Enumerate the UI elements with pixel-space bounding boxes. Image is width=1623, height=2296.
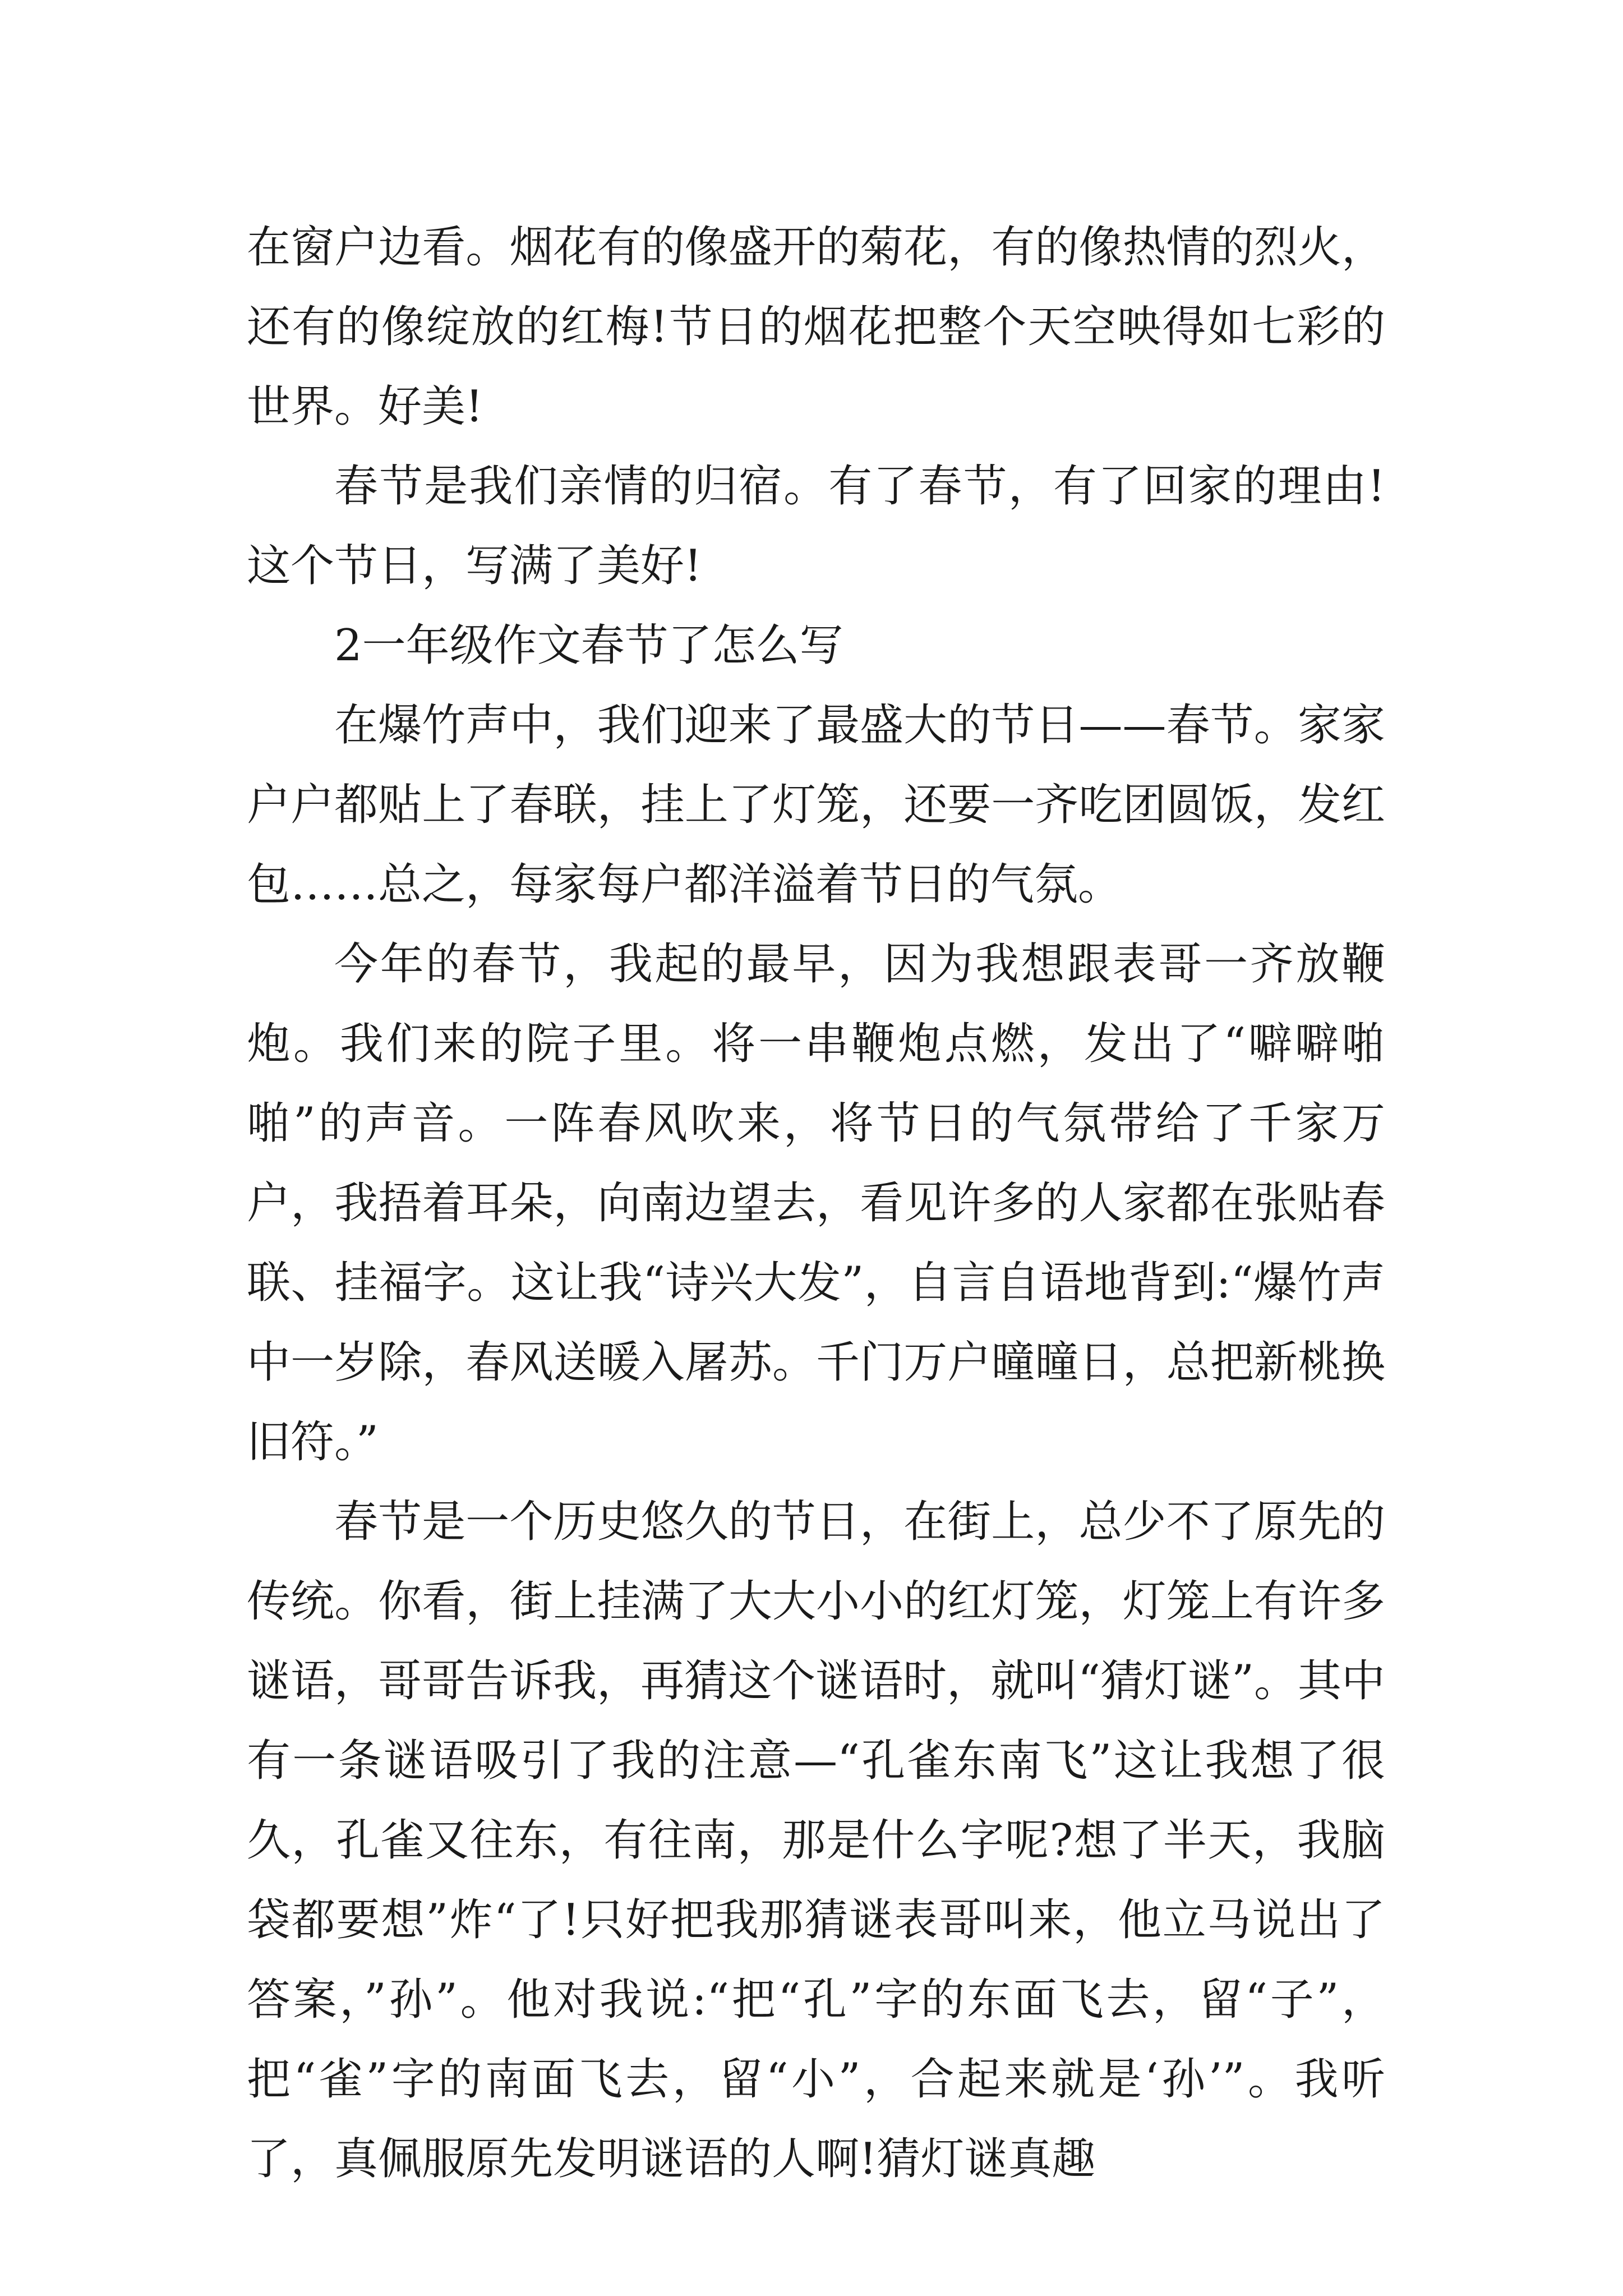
paragraph-lantern-riddles: 春节是一个历史悠久的节日，在街上，总少不了原先的传统。你看，街上挂满了大大小小的红灯笼，灯笼上有许多谜语，哥哥告诉我，再猜这个谜语时，就叫“猜灯谜”。其中有一条谜语吸引了我的注意—“孔雀东南飞”这让我想了很久，孔雀又往东，有往南，那是什么字呢?想了半天，我脑袋都要想”炸“了!只好把我那猜谜表哥叫来，他立马说出了答案，”孙”。他对我说:“把“孔”字的东面飞去，留“子”，把“雀”字的南面飞去，留“小”，合起来就是‘孙’”。我听了，真佩服原先发明谜语的人啊!猜灯谜真趣 xyxy=(247,1497,1385,2184)
paragraph-firecrackers-intro: 在爆竹声中，我们迎来了最盛大的节日——春节。家家户户都贴上了春联，挂上了灯笼，还要一齐吃团圆饭，发红包……总之，每家每户都洋溢着节日的气氛。 xyxy=(247,700,1385,910)
article-body xyxy=(247,208,1385,2199)
paragraph-fireworks-ending: 在窗户边看。烟花有的像盛开的菊花，有的像热情的烈火，还有的像绽放的红梅!节日的烟花把整个天空映得如七彩的世界。好美! xyxy=(247,222,1385,432)
paragraph-setting-off-firecrackers: 今年的春节，我起的最早，因为我想跟表哥一齐放鞭炮。我们来的院子里。将一串鞭炮点燃，发出了“噼噼啪啪”的声音。一阵春风吹来，将节日的气氛带给了千家万户，我捂着耳朵，向南边望去，看见许多的人家都在张贴春联、挂福字。这让我“诗兴大发”，自言自语地背到:“爆竹声中一岁除，春风送暖入屠苏。千门万户曈曈日，总把新桃换旧符。” xyxy=(247,939,1385,1467)
section-heading: 2一年级作文春节了怎么写 xyxy=(334,620,843,671)
paragraph-family-reunion: 春节是我们亲情的归宿。有了春节，有了回家的理由!这个节日，写满了美好! xyxy=(247,461,1385,591)
